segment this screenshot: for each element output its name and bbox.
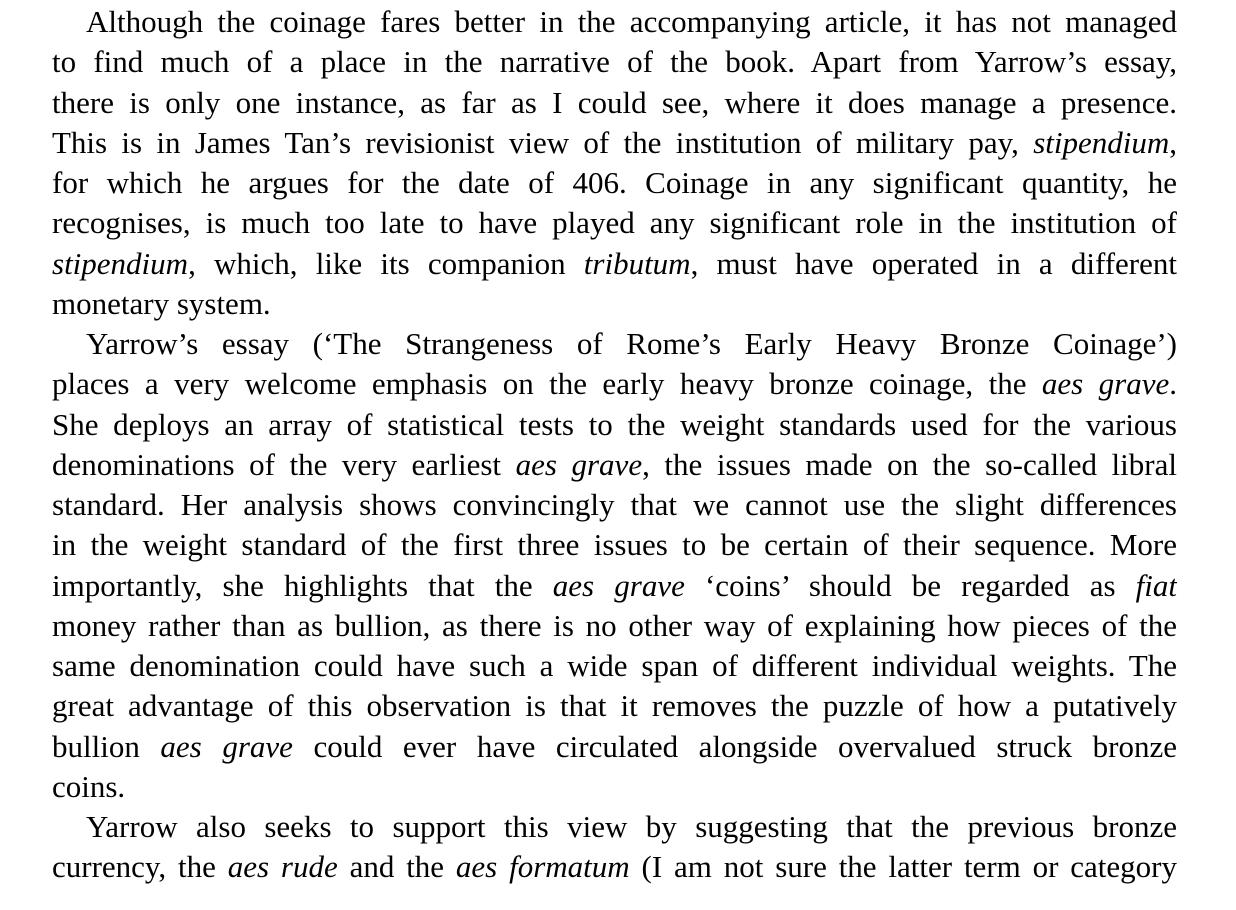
text-line: [52, 364, 1177, 404]
text-run: monetary system.: [52, 285, 271, 321]
text-run: denominations of the very earliest: [52, 446, 516, 482]
text-line: [52, 847, 1177, 887]
text-run: She deploys an array of statistical tests to the weight standards used for the various: [52, 406, 1177, 442]
text-line: [52, 123, 1177, 163]
text-run: ,: [1169, 124, 1177, 160]
text-run: (I am not sure the latter term or category: [629, 849, 1177, 885]
text-run: in the weight standard of the first three issues to be certain of their sequence. More: [52, 527, 1177, 563]
italic-term: stipendium: [52, 245, 189, 281]
text-run: coins.: [52, 768, 126, 804]
text-run: , the issues made on the so-called libral: [642, 446, 1177, 482]
text-line: [52, 767, 1177, 807]
italic-term: aes grave: [1041, 366, 1170, 402]
text-run: importantly, she highlights that the: [52, 567, 553, 603]
text-line: [52, 244, 1177, 284]
italic-term: tributum: [583, 245, 691, 281]
text-line: [52, 686, 1177, 726]
text-run: there is only one instance, as far as I could see, where it does manage a presence.: [52, 84, 1177, 120]
text-run: Yarrow also seeks to support this view by suggesting that the previous bronze: [86, 809, 1177, 844]
italic-term: aes grave: [160, 728, 293, 764]
text-run: , must have operated in a different: [690, 245, 1177, 281]
italic-term: stipendium: [1033, 124, 1170, 160]
paragraph: [52, 807, 1177, 888]
text-run: could ever have circulated alongside overvalued struck bronze: [292, 728, 1177, 764]
italic-term: aes formatum: [455, 849, 630, 885]
text-run: ‘coins’ should be regarded as: [684, 567, 1136, 603]
text-line: [52, 485, 1177, 525]
text-run: great advantage of this observation is that it removes the puzzle of how a putatively: [52, 688, 1177, 724]
text-run: standard. Her analysis shows convincingly that we cannot use the slight differences: [52, 487, 1177, 522]
text-run: Yarrow’s essay (‘The Strangeness of Rome’s Early Heavy Bronze Coinage’): [86, 326, 1177, 361]
text-run: and the: [337, 849, 456, 885]
paragraph: [52, 324, 1177, 807]
text-run: bullion: [52, 728, 161, 764]
text-line: [52, 405, 1177, 445]
text-run: money rather than as bullion, as there is no other way of explaining how pieces of the: [52, 607, 1177, 643]
italic-term: aes grave: [515, 446, 643, 482]
text-run: This is in James Tan’s revisionist view of the institution of military pay,: [52, 124, 1034, 160]
paragraph: [52, 2, 1177, 324]
text-line: [52, 727, 1177, 767]
text-run: currency, the: [52, 849, 228, 885]
text-run: for which he argues for the date of 406. Coinage in any significant quantity, he: [52, 165, 1177, 200]
text-line: [52, 163, 1177, 203]
text-line: [52, 203, 1177, 243]
text-run: , which, like its companion: [188, 245, 584, 281]
text-run: Although the coinage fares better in the accompanying article, it has not managed: [86, 4, 1177, 39]
italic-term: aes grave: [552, 567, 685, 603]
text-run: .: [1169, 366, 1177, 402]
text-line: [52, 2, 1177, 42]
italic-term: aes rude: [227, 849, 338, 885]
text-line: [52, 324, 1177, 364]
text-run: places a very welcome emphasis on the early heavy bronze coinage, the: [52, 366, 1042, 402]
text-line: [52, 445, 1177, 485]
text-run: recognises, is much too late to have played any significant role in the institution of: [52, 205, 1177, 241]
text-line: [52, 284, 1177, 324]
text-run: same denomination could have such a wide span of different individual weights. The: [52, 648, 1177, 683]
text-line: [52, 606, 1177, 646]
text-line: [52, 525, 1177, 565]
text-run: to find much of a place in the narrative of the book. Apart from Yarrow’s essay,: [52, 44, 1177, 80]
text-line: [52, 646, 1177, 686]
text-line: [52, 42, 1177, 82]
text-line: [52, 83, 1177, 123]
text-line: [52, 807, 1177, 847]
text-line: [52, 566, 1177, 606]
body-text: [52, 2, 1177, 888]
document-page: [52, 0, 1177, 910]
italic-term: fiat: [1135, 567, 1177, 603]
